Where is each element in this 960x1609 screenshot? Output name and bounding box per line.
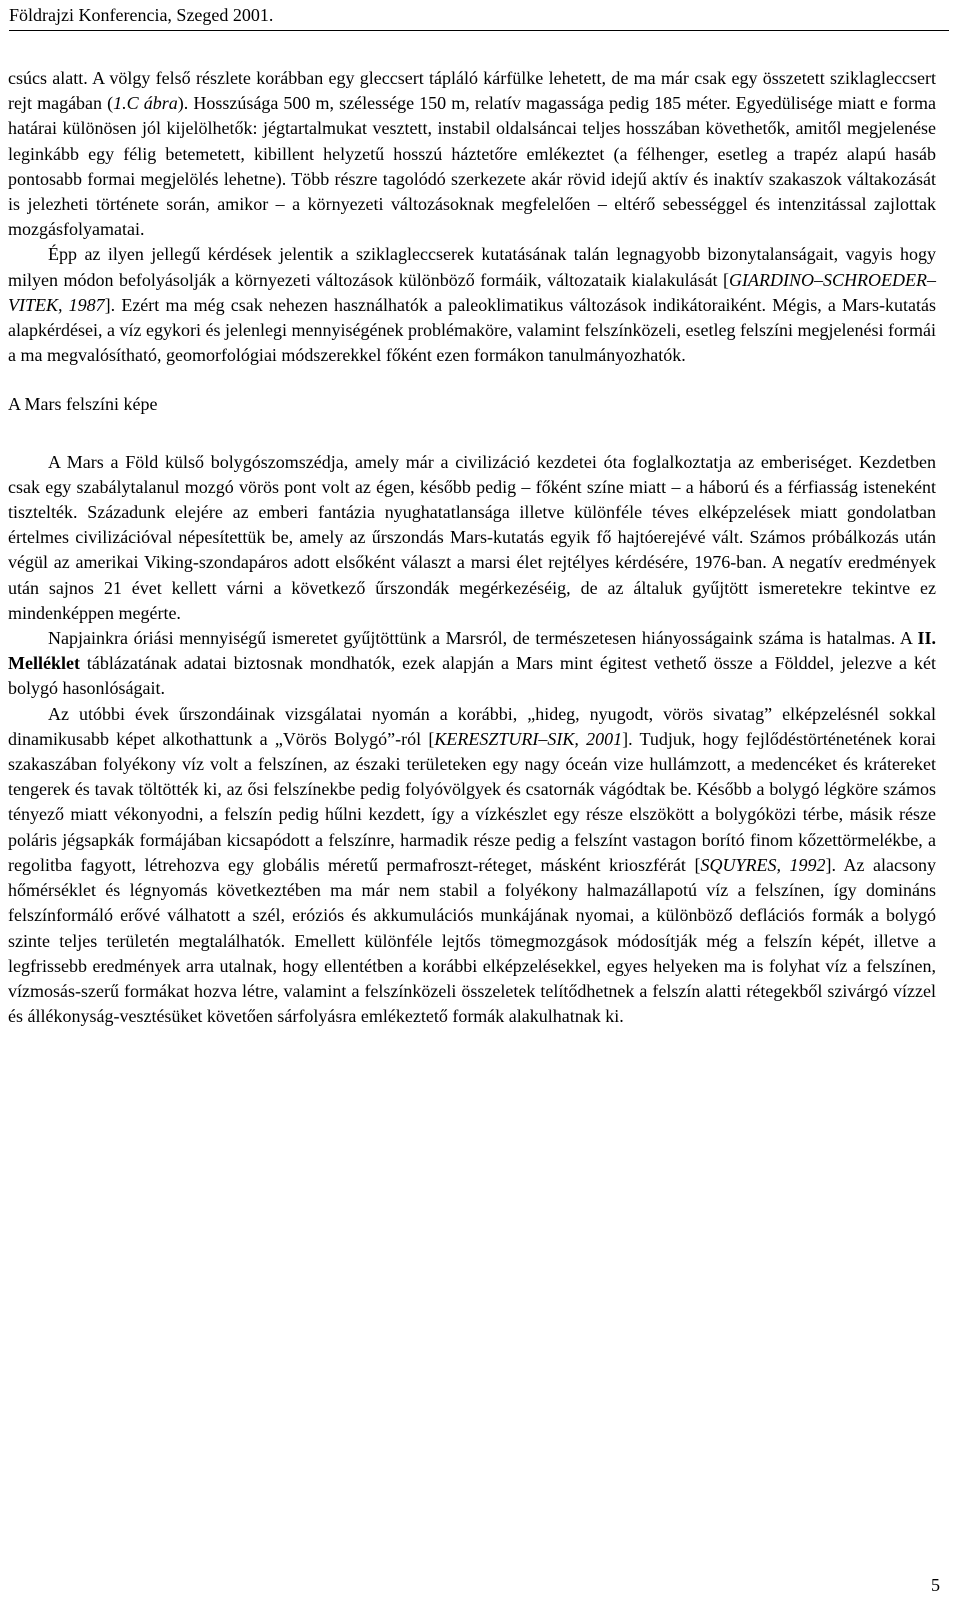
citation-giardino: GIARDINO–SCHROEDER–VITEK, 1987 (8, 269, 936, 315)
page-number: 5 (931, 1575, 940, 1595)
paragraph-4-text-c: táblázatának adatai biztosnak mondhatók, ezek alapján a Mars mint égitest vethető össze a Földdel, jelezve a két bolygó hasonlóságait. (8, 653, 936, 699)
figure-reference: 1.C ábra (113, 93, 178, 114)
running-header (9, 4, 949, 31)
paragraph-2-text-a: Épp az ilyen jellegű kérdések jelentik a sziklagleccserek kutatásának talán legnagyobb bizonytalanságait, vagyis hogy milyen módon befolyásolják a környezeti változások különböző formáik, változataik kialakulását [ (8, 244, 936, 290)
document-body (8, 66, 936, 1029)
paragraph-1-text-a: csúcs alatt. A völgy felső részlete korábban egy gleccsert tápláló kárfülke lehetett, de ma már csak egy összetett sziklagleccsert rejt magában ( (8, 68, 936, 114)
paragraph-5-text-c: ]. Tudjuk, hogy fejlődéstörténetének korai szakaszában folyékony víz volt a felszínen, az északi területeken egy nagy óceán vize hullámzott, a medencéket és krátereket tengerek és tavak töltötték ki, az ősi felszínekbe pedig folyóvölgyek és csatornák vágódtak be. Később a bolygó légköre számos tényező miatt vékonyodni, a felszín pedig hűlni kezdett, így a vízkészlet egy része elszökött a bolygóközi térbe, másik része poláris jégsapkák formájában kicsapódott a felszínre, harmadik része pedig a felszínt vastagon borító finom kőzettörmelékbe, a regolitba fagyott, létrehozva egy globális méretű permafroszt-réteget, másként krioszférát [ (8, 728, 936, 875)
appendix-reference: II. Melléklet (8, 628, 936, 674)
section-title: A Mars felszíni képe (8, 394, 158, 415)
paragraph-2-text-c: ]. Ezért ma még csak nehezen használhatók a paleoklimatikus változások indikátoraiként. Mégis, a Mars-kutatás alapkérdései, a víz egykori és jelenlegi mennyiségének problémaköre, valamint felszínközeli, esetleg felszíni megjelenési formái a ma megvalósítható, geomorfológiai módszerekkel főként ezen formákon tanulmányozhatók. (8, 294, 936, 366)
paragraph-3: A Mars a Föld külső bolygószomszédja, amely már a civilizáció kezdetei óta foglalkoztatja az emberiséget. Kezdetben csak egy szabálytalanul mozgó vörös pont volt az égen, később pedig – főként színe miatt – a háború és a férfiasság isteneként tisztelték. Századunk elejére az emberi fantázia nyughatatlansága illetve különféle téves elképzelések miatt gondolatban értelmes civilizációval népesítettük be, amely az űrszondás Mars-kutatás egyik fő hajtóerejévé vált. Számos próbálkozás után végül az amerikai Viking-szondapáros adott elsőként választ a marsi élet rejtélyes kérdésére, 1976-ban. A negatív eredmények után sajnos 21 évet kellett várni a következő űrszondák megérkezéséig, de az általuk gyűjtött ismeretekre tekintve ez mindenképpen megérte. (8, 451, 936, 623)
paragraph-5-text-e: ]. Az alacsony hőmérséklet és légnyomás következtében ma már nem stabil a folyékony halmazállapotú víz a felszínen, így domináns felszínformáló erővé válhatott a szél, eróziós és akkumulációs munkájának nyomai, a különböző deflációs formák a bolygó szinte teljes területén megtalálhatók. Emellett különféle lejtős tömegmozgások módosítják még a felszín képét, illetve a legfrissebb eredmények arra utalnak, hogy ellentétben a korábbi elképzelésekkel, egyes helyeken ma is folyhat víz a felszínen, vízmosás-szerű formákat hozva létre, valamint a felszínközeli összeletek telítődhetnek a felszín alatti rétegekből szivárgó vízzel és állékonyság-vesztésüket követően sárfolyásra emlékeztető formák alakulhatnak ki. (8, 854, 936, 1027)
citation-kereszturi: KERESZTURI–SIK, 2001 (434, 728, 623, 749)
paragraph-5-text-a: Az utóbbi évek űrszondáinak vizsgálatai nyomán a korábbi, „hideg, nyugodt, vörös sivatag” elképzelésnél sokkal dinamikusabb képet alkothattunk a „Vörös Bolygó”-ról [ (8, 703, 936, 749)
paragraph-4-text-a: Napjainkra óriási mennyiségű ismeretet gyűjtöttünk a Marsról, de természetesen hiányosságaink száma is hatalmas. A (48, 628, 918, 649)
paragraph-1 (8, 66, 936, 242)
paragraph-4 (8, 626, 936, 702)
citation-squyres: SQUYRES, 1992 (700, 854, 826, 875)
paragraph-2 (8, 242, 936, 368)
running-title: Földrajzi Konferencia, Szeged 2001. (9, 5, 274, 25)
paragraph-5 (8, 702, 936, 1030)
paragraph-1-text-c: ). Hosszúsága 500 m, szélessége 150 m, relatív magassága pedig 185 méter. Egyedülisége miatt e forma határai különösen jól kijelölhetők: jégtartalmukat vesztett, instabil oldalsáncai teljes hosszában követhetők, amitől megjelenése leginkább egy félig betemetett, kibillent helyzetű hosszú háztetőre emlékeztet (a félhenger, esetleg a trapéz alapú hasáb pontosabb formai megjelölés lehetne). Több részre tagolódó szerkezete akár rövid idejű aktív és inaktív szakaszok váltakozását is jelezheti története során, amikor – a környezeti változásoknak megfelelően – eltérő sebességgel és intenzitással zajlottak mozgásfolyamatai. (8, 93, 936, 240)
